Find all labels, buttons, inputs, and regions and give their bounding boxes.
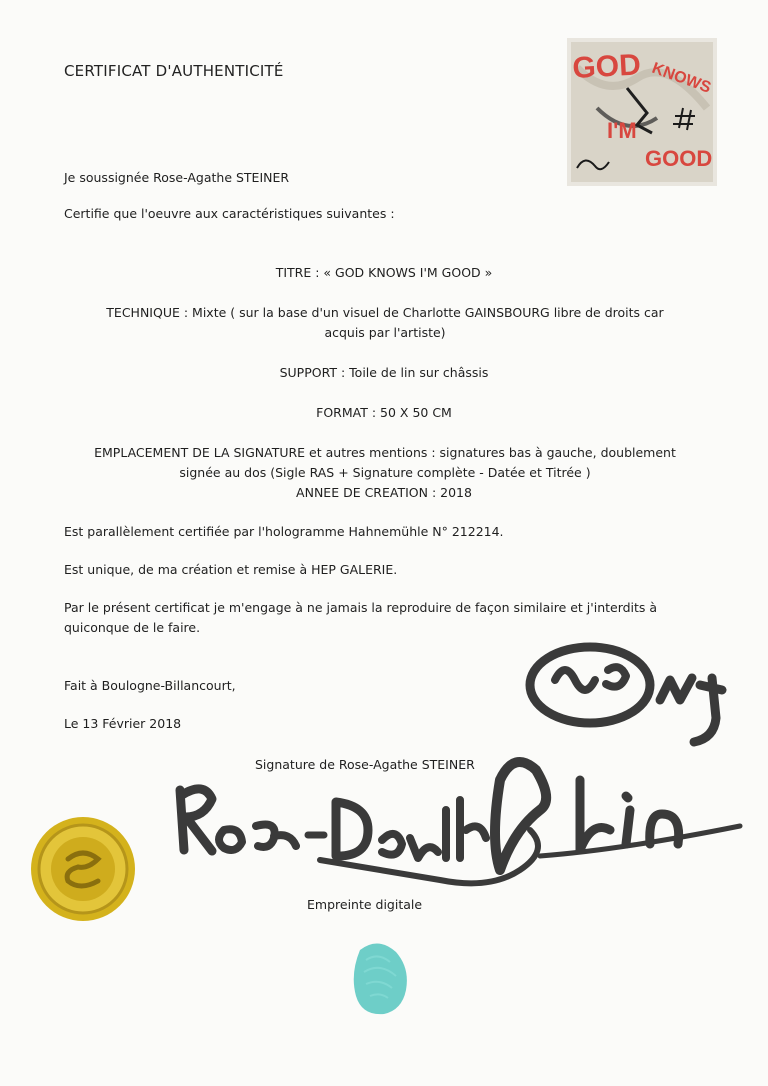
fingerprint-mark [336,930,416,1020]
signature-label: Signature de Rose-Agathe STEINER [255,757,475,772]
date-line: Le 13 Février 2018 [64,716,182,731]
fingerprint-label: Empreinte digitale [307,897,423,912]
artwork-title-line: TITRE : « GOD KNOWS I'M GOOD » [275,265,493,280]
creation-year-line: ANNEE DE CREATION : 2018 [296,485,472,500]
hologram-seal [28,814,138,924]
hologram-line: Est parallèlement certifiée par l'hologramme Hahnemühle N° 212214. [64,524,504,539]
thumb-text-knows: KNOWS [649,59,714,97]
signature-location-line-1: EMPLACEMENT DE LA SIGNATURE et autres mentions : signatures bas à gauche, doublement [94,445,676,460]
engagement-line-2: quiconque de le faire. [64,620,201,635]
thumb-text-im: I'M [607,118,637,143]
signature-location-line-2: signée au dos (Sigle RAS + Signature complète - Datée et Titrée ) [179,465,591,480]
thumb-text-god: GOD [571,48,642,85]
engagement-line-1: Par le présent certificat je m'engage à ne jamais la reproduire de façon similaire et j'interdits à [64,600,658,615]
certifies-line: Certifie que l'oeuvre aux caractéristiques suivantes : [64,206,395,221]
place-line: Fait à Boulogne-Billancourt, [64,678,236,693]
certificate-title: CERTIFICAT D'AUTHENTICITÉ [64,62,284,80]
format-line: FORMAT : 50 X 50 CM [316,405,452,420]
uniqueness-line: Est unique, de ma création et remise à HEP GALERIE. [64,562,398,577]
technique-line-1: TECHNIQUE : Mixte ( sur la base d'un visuel de Charlotte GAINSBOURG libre de droits car [106,305,664,320]
support-line: SUPPORT : Toile de lin sur châssis [279,365,489,380]
technique-line-2: acquis par l'artiste) [324,325,446,340]
handwritten-signature [160,630,760,890]
thumb-text-good: GOOD [645,146,713,171]
artwork-thumbnail [567,38,717,186]
intro-line: Je soussignée Rose-Agathe STEINER [64,170,290,185]
